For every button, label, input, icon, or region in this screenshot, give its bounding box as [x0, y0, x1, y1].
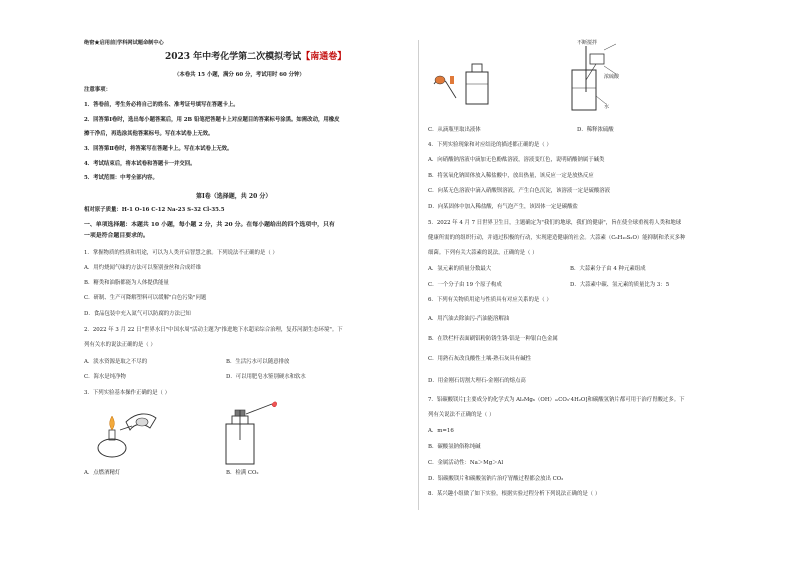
q1-option-a: A．用灼烧闻气味的方法可以鉴别蚕丝和合成纤维 — [84, 265, 202, 271]
q4-option-b: B．将氢氧化钠固体放入稀盐酸中，放出热量，该反应一定是放热反应 — [428, 173, 594, 179]
alcohol-lamp-figure — [90, 400, 170, 462]
q5-stem-c: 细菌。下列有关大蒜素的说法，正确的是（ ） — [428, 250, 538, 256]
q5-stem: 5．2022 年 4 月 7 日世界卫生日，主题确定为"我们的地球，我们的健康"，旨在使全球重视将人类和地球 — [428, 220, 682, 226]
q7-stem-b: 列有关说法不正确的是（ ） — [428, 412, 495, 418]
column-divider — [418, 40, 419, 510]
q6-option-d: D．用金刚石切割大理石-金刚石的熔点高 — [428, 378, 526, 384]
part-1-instructions: 一、单项选择题：本题共 10 小题，每小题 2 分，共 20 分。在每小题给出的四个选项中，只有 — [84, 221, 335, 228]
co2-bottle-figure — [212, 400, 292, 466]
q7-stem: 7．铝碳酸镁片[主要成分的化学式为 Al₂Mg₆（OH）ₘCO₃·4H₂O]和碳酸氢钠片都可用于治疗胃酸过多。下 — [428, 397, 685, 403]
q2-option-c: C．海水是纯净物 — [84, 374, 126, 380]
q4-option-a: A．向硝酸钠溶液中滴加无色酚酞溶液，溶液变红色，说明硝酸钠属于碱类 — [428, 157, 605, 163]
notice-heading: 注意事项： — [84, 87, 111, 93]
q7-option-a: A．m=16 — [428, 428, 454, 434]
q1-option-d: D．食品包装中充入氮气可以防腐的方法已知 — [84, 311, 191, 317]
q2-stem-b: 列有关水的说法正确的是（ ） — [84, 342, 156, 348]
dropper-figure — [428, 58, 498, 110]
title-tag: 【南通卷】 — [301, 52, 347, 62]
q2-option-a: A．淡水资源是取之不尽的 — [84, 359, 148, 365]
q1-stem: 1．掌握物质的性质和用途，可以为人类开启智慧之旅。下列说法不正确的是（ ） — [84, 250, 278, 256]
q4-stem: 4．下列实验现象和对应结论的描述都正确的是（ ） — [428, 142, 552, 148]
q2-option-d: D．可以用肥皂水鉴别硬水和软水 — [226, 374, 306, 380]
q7-option-b: B．碳酸氢钠俗称纯碱 — [428, 444, 481, 450]
figure-label-water: 水 — [604, 104, 610, 110]
notice-3: 3．回答第Ⅱ卷时，将答案写在答题卡上。写在本试卷上无效。 — [84, 146, 233, 152]
q3-option-b: B．检满 CO₂ — [226, 470, 259, 476]
q5-option-d: D．大蒜素中碳、氢元素的质量比为 3：5 — [570, 282, 670, 288]
section-1-heading: 第Ⅰ卷（选择题，共 20 分） — [196, 193, 272, 200]
q5-option-a: A．氢元素的质量分数最大 — [428, 266, 492, 272]
notice-2: 2．回答第Ⅰ卷时，选出每小题答案后，用 2B 铅笔把答题卡上对应题目的答案标号涂黑。如需改动，用橡皮 — [84, 117, 340, 123]
q2-stem: 2．2022 年 3 月 22 日"世界水日"中国水周"活动主题为"推进地下水超采综合治理，复苏河湖生态环境"。下 — [84, 327, 343, 333]
part-1-instructions-b: 一项是符合题目要求的。 — [84, 232, 149, 239]
q6-option-a: A．用汽油去除油污-汽油能溶解油 — [428, 316, 510, 322]
q4-option-d: D．向某固体中加入稀盐酸，有气泡产生，该固体一定是碳酸盐 — [428, 204, 578, 210]
notice-4: 4．考试结束后，将本试卷和答题卡一并交回。 — [84, 161, 196, 167]
q6-option-c: C．用熟石灰改良酸性土壤-熟石灰具有碱性 — [428, 356, 531, 362]
atomic-mass: 相对原子质量：H-1 O-16 C-12 Na-23 S-32 Cl-35.5 — [84, 207, 225, 213]
page-title — [165, 54, 346, 61]
notice-5: 5．考试范围：中考全部内容。 — [84, 175, 158, 181]
q1-option-b: B．糖类和油脂都能为人体提供能量 — [84, 280, 169, 286]
q8-stem: 8．某兴趣小组做了如下实验，根据实验过程分析下列说法正确的是（ ） — [428, 491, 601, 497]
q3-option-d: D．稀释浓硫酸 — [577, 127, 614, 133]
q5-option-c: C．一个分子由 19 个原子构成 — [428, 282, 502, 288]
subtitle: （本卷共 15 小题，满分 60 分，考试用时 60 分钟） — [174, 72, 305, 78]
q5-stem-b: 健康所需的的组织行动，并通过积极的行动，实现建造健康的社会。大蒜素（C₆H₁₀S₂O）能抑制和杀灭多种 — [428, 235, 686, 241]
q6-option-b: B．在铁栏杆表面刷铝粉防锈生锈-铝是一种银白色金属 — [428, 336, 558, 342]
figure-label-stir: 不断搅拌 — [577, 40, 598, 46]
figure-label-acid: 浓硫酸 — [604, 74, 620, 80]
q3-stem: 3．下列实验基本操作正确的是（ ） — [84, 390, 171, 396]
q3-option-c: C．从滴瓶里取出液体 — [428, 127, 481, 133]
q1-option-c: C．研制、生产可降解塑料可以缓解"白色污染"问题 — [84, 295, 207, 301]
notice-1: 1．答卷前，考生务必将自己的姓名、准考证号填写在答题卡上。 — [84, 102, 239, 108]
q7-option-d: D．铝碳酸镁片和碳酸氢钠片治疗胃酸过程都会放出 CO₂ — [428, 476, 564, 482]
notice-2b: 擦干净后，再选涂其他答案标号。写在本试卷上无效。 — [84, 131, 214, 137]
q3-option-a: A．点燃酒精灯 — [84, 470, 121, 476]
title-main: 2023 年中考化学第二次模拟考试 — [165, 52, 302, 62]
secret-label: 绝密★启用前|学科网试题命制中心 — [84, 40, 164, 46]
dilute-acid-figure — [560, 40, 632, 120]
q4-option-c: C．向某无色溶液中滴入硝酸钡溶液，产生白色沉淀，该溶液一定是硫酸溶液 — [428, 188, 611, 194]
q2-option-b: B．生活污水可以随意排放 — [226, 359, 290, 365]
q5-option-b: B．大蒜素分子由 4 种元素组成 — [570, 266, 646, 272]
q7-option-c: C．金属活动性：Na＞Mg＞Al — [428, 460, 504, 466]
q6-stem: 6．下列有关物质用途与性质具有对应关系的是（ ） — [428, 297, 552, 303]
